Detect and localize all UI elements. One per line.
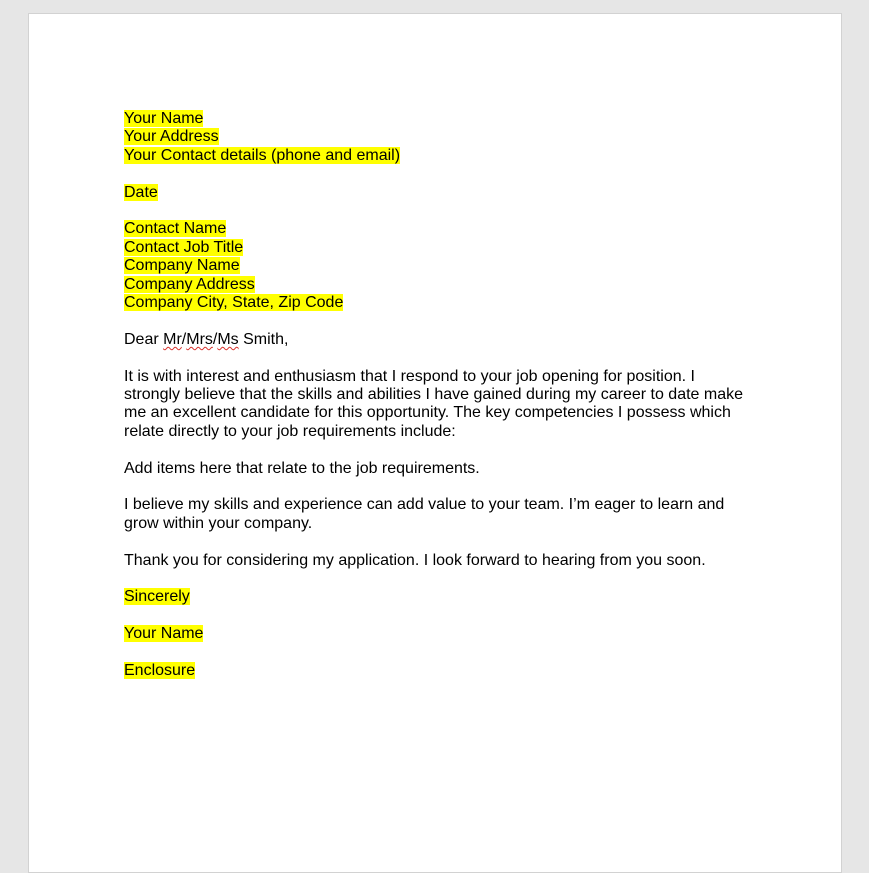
body-line: grow within your company. [124, 514, 313, 532]
sign-off-block [124, 588, 764, 606]
body-line: relate directly to your job requirements include: [124, 422, 456, 440]
signature-name: Your Name [124, 625, 204, 643]
body-line: Add items here that relate to the job requirements. [124, 459, 480, 477]
recipient-block [124, 220, 764, 312]
letter-body[interactable] [124, 110, 764, 699]
document-page[interactable] [28, 13, 842, 873]
body-paragraph-items [124, 460, 764, 478]
salutation-separator: / [212, 330, 218, 348]
recipient-city-state-zip: Company City, State, Zip Code [124, 294, 344, 312]
signature-block [124, 625, 764, 643]
sender-name: Your Name [124, 110, 204, 127]
letter-date: Date [124, 183, 158, 201]
salutation-prefix: Dear [124, 330, 164, 348]
salutation-name: Smith, [238, 330, 289, 348]
recipient-name: Contact Name [124, 220, 227, 238]
body-line: Thank you for considering my application. I look forward to hearing from you soon. [124, 551, 706, 569]
salutation-title-ms[interactable]: Ms [217, 330, 239, 348]
body-paragraph-value [124, 496, 764, 533]
body-paragraph-intro [124, 368, 764, 442]
salutation-title-mrs[interactable]: Mrs [186, 330, 213, 348]
sender-address: Your Address [124, 128, 219, 146]
body-line: me an excellent candidate for this opportunity. The key competencies I possess which [124, 404, 731, 422]
body-paragraph-thanks [124, 552, 764, 570]
sign-off: Sincerely [124, 588, 190, 606]
enclosure-block [124, 662, 764, 680]
salutation [124, 331, 764, 349]
recipient-job-title: Contact Job Title [124, 238, 244, 256]
date-block [124, 184, 764, 202]
salutation-title-mr[interactable]: Mr [163, 330, 182, 348]
recipient-address: Company Address [124, 275, 255, 293]
sender-block [124, 110, 764, 165]
salutation-separator: / [181, 330, 187, 348]
recipient-company: Company Name [124, 257, 240, 275]
body-line: It is with interest and enthusiasm that I respond to your job opening for position. I [124, 367, 695, 385]
body-line: I believe my skills and experience can add value to your team. I’m eager to learn and [124, 496, 725, 514]
sender-contact: Your Contact details (phone and email) [124, 146, 401, 164]
body-line: strongly believe that the skills and abilities I have gained during my career to date make [124, 386, 744, 404]
enclosure-label: Enclosure [124, 662, 196, 680]
